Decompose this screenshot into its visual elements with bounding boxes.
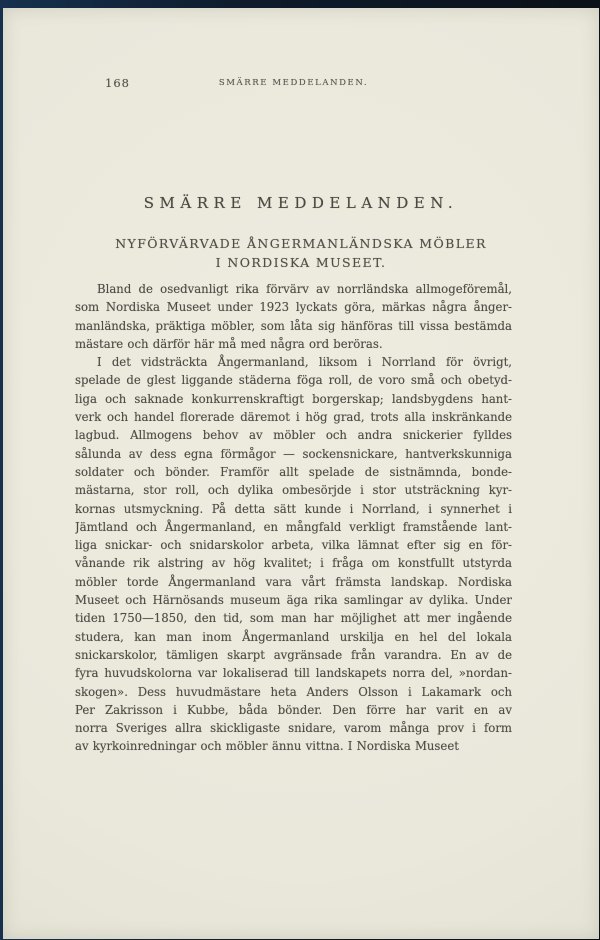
book-page (3, 8, 599, 939)
text-line: kornas utsmyckning. På detta sätt kunde i Norrland, i synnerhet i (75, 501, 512, 516)
text-line: snickarskolor, tämligen skarpt avgränsade från varandra. En av de (75, 647, 512, 662)
body-text (75, 280, 512, 756)
text-line: spelade de glest liggande städerna föga roll, de voro små och obetyd- (75, 373, 512, 388)
article-subtitle (3, 235, 599, 272)
running-header: SMÄRRE MEDDELANDEN. (218, 78, 369, 88)
text-line: tiden 1750—1850, den tid, som man har möjlighet att mer ingående (75, 611, 512, 626)
text-line: fyra huvudskolorna var lokaliserad till landskapets norra del, »nordan- (75, 666, 512, 681)
page-header (75, 76, 512, 92)
article-title: SMÄRRE MEDDELANDEN. (143, 194, 459, 212)
text-line: Jämtland och Ångermanland, en mångfald verkligt framstående lant- (75, 519, 512, 534)
text-line: lagbud. Allmogens behov av möbler och andra snickerier fylldes (75, 428, 512, 443)
article-subtitle-line2: I NORDISKA MUSEET. (215, 254, 387, 270)
text-line: manländska, präktiga möbler, som låta sig hänföras till vissa bestämda (75, 318, 512, 333)
paragraph-1 (75, 280, 512, 353)
article-subtitle-line1: NYFÖRVÄRVADE ÅNGERMANLÄNDSKA MÖBLER (115, 236, 487, 251)
text-line: I det vidsträckta Ångermanland, liksom i Norrland för övrigt, (97, 355, 512, 370)
text-line: Per Zakrisson i Kubbe, båda bönder. Den förre har varit en av (75, 702, 512, 717)
text-line: av kyrkoinredningar och möbler ännu vittna. I Nordiska Museet (75, 739, 459, 754)
text-line: mästare och därför här må med några ord beröras. (75, 336, 383, 351)
text-line: möbler torde Ångermanland vara vårt främsta landskap. Nordiska (75, 574, 512, 589)
page-number: 168 (105, 76, 130, 90)
paragraph-2 (75, 353, 512, 756)
text-line: sålunda av dess egna förmågor — sockensnickare, hantverkskunniga (75, 446, 512, 461)
text-line: norra Sveriges allra skickligaste snidare, varom många prov i form (75, 721, 512, 736)
text-line: Bland de osedvanligt rika förvärv av norrländska allmogeföremål, (97, 282, 512, 296)
text-line: skogen». Dess huvudmästare heta Anders Olsson i Lakamark och (75, 684, 512, 699)
text-line: verk och handel florerade däremot i hög grad, trots alla inskränkande (75, 410, 512, 425)
text-line: liga snickar- och snidarskolor arbeta, vilka lämnat efter sig en för- (75, 538, 512, 553)
text-line: Museet och Härnösands museum äga rika samlingar av dylika. Under (75, 593, 512, 608)
text-line: som Nordiska Museet under 1923 lyckats göra, märkas några ånger- (75, 300, 512, 315)
text-line: studera, kan man inom Ångermanland urskilja en hel del lokala (75, 629, 512, 644)
text-line: vånande rik alstring av hög kvalitet; i fråga om konstfullt utstyrda (75, 556, 512, 571)
text-line: soldater och bönder. Framför allt spelade de sistnämnda, bonde- (75, 464, 512, 479)
text-line: mästarna, stor roll, och dylika ombesörjde i stor utsträckning kyr- (75, 483, 512, 498)
text-line: liga och saknade konkurrenskraftigt borgerskap; landsbygdens hant- (75, 391, 512, 406)
